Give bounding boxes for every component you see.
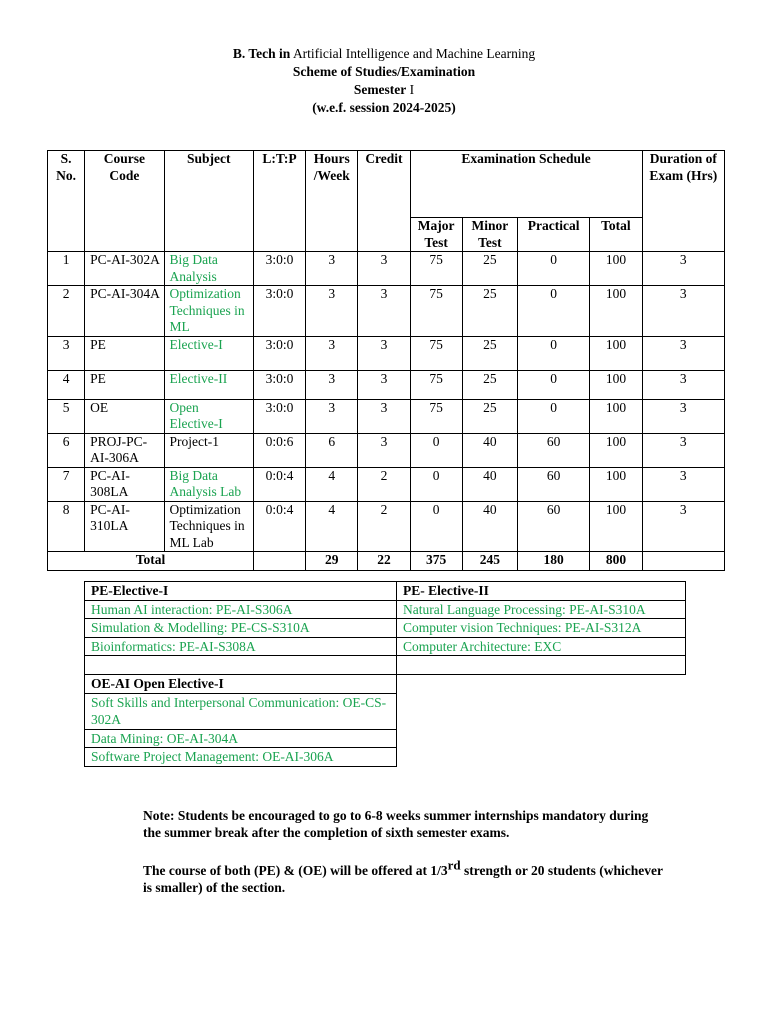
- row-major: 75: [410, 399, 462, 433]
- row-practical: 60: [518, 433, 590, 467]
- row-credit: 3: [358, 370, 410, 399]
- pe2-item: Natural Language Processing: PE-AI-S310A: [397, 600, 686, 619]
- row-ltp: 3:0:0: [253, 286, 305, 337]
- table-row: [48, 370, 725, 399]
- row-major: 0: [410, 433, 462, 467]
- row-minor: 25: [462, 336, 517, 370]
- row-course-code: PC-AI-302A: [85, 252, 164, 286]
- table-row: [48, 252, 725, 286]
- row-subject: Open Elective-I: [164, 399, 253, 433]
- row-minor: 25: [462, 252, 517, 286]
- header-practical: Practical: [518, 218, 590, 252]
- row-subject: Project-1: [164, 433, 253, 467]
- row-total: 100: [590, 286, 642, 337]
- row-practical: 0: [518, 370, 590, 399]
- oe-item: Data Mining: OE-AI-304A: [85, 729, 397, 748]
- offering-note: The course of both (PE) & (OE) will be offered at 1/3rd strength or 20 students (whichever is smaller) of the section.: [143, 857, 663, 895]
- row-course-code: PE: [85, 370, 164, 399]
- row-sno: 2: [48, 286, 85, 337]
- row-course-code: PROJ-PC-AI-306A: [85, 433, 164, 467]
- blank-area: [397, 675, 686, 767]
- row-hours: 3: [306, 336, 358, 370]
- total-major: 375: [410, 552, 462, 571]
- header-credit: Credit: [358, 151, 410, 252]
- row-duration: 3: [642, 336, 724, 370]
- row-total: 100: [590, 399, 642, 433]
- program-title: B. Tech in Artificial Intelligence and Machine Learning: [232, 46, 536, 61]
- row-credit: 3: [358, 433, 410, 467]
- document-header: [0, 45, 768, 117]
- row-major: 0: [410, 467, 462, 501]
- table-row: [48, 433, 725, 467]
- total-ltp: [253, 552, 305, 571]
- total-minor: 245: [462, 552, 517, 571]
- total-duration: [642, 552, 724, 571]
- total-label: Total: [48, 552, 254, 571]
- header-major: Major Test: [410, 218, 462, 252]
- empty-cell: [85, 656, 397, 675]
- pe2-item: Computer Architecture: EXC: [397, 637, 686, 656]
- row-major: 75: [410, 370, 462, 399]
- table-row: [48, 336, 725, 370]
- pe1-item: Bioinformatics: PE-AI-S308A: [85, 637, 397, 656]
- row-minor: 40: [462, 433, 517, 467]
- total-credit: 22: [358, 552, 410, 571]
- row-course-code: PC-AI-308LA: [85, 467, 164, 501]
- row-total: 100: [590, 252, 642, 286]
- row-major: 75: [410, 252, 462, 286]
- row-sno: 7: [48, 467, 85, 501]
- row-practical: 60: [518, 467, 590, 501]
- total-row: [48, 552, 725, 571]
- pe2-title: PE- Elective-II: [397, 582, 686, 601]
- row-minor: 40: [462, 467, 517, 501]
- header-duration: Duration of Exam (Hrs): [642, 151, 724, 252]
- oe-item: Soft Skills and Interpersonal Communication: OE-CS- 302A: [85, 693, 397, 729]
- row-subject: Optimization Techniques in ML Lab: [164, 501, 253, 552]
- header-minor: Minor Test: [462, 218, 517, 252]
- row-hours: 3: [306, 370, 358, 399]
- row-subject: Elective-II: [164, 370, 253, 399]
- row-hours: 6: [306, 433, 358, 467]
- row-sno: 3: [48, 336, 85, 370]
- row-duration: 3: [642, 370, 724, 399]
- row-sno: 5: [48, 399, 85, 433]
- row-minor: 25: [462, 286, 517, 337]
- row-sno: 1: [48, 252, 85, 286]
- table-row: [48, 501, 725, 552]
- row-minor: 25: [462, 399, 517, 433]
- semester-title: Semester I: [353, 82, 415, 97]
- header-sno: S. No.: [48, 151, 85, 252]
- session-title: (w.e.f. session 2024-2025): [312, 100, 456, 115]
- row-credit: 3: [358, 252, 410, 286]
- scheme-title: Scheme of Studies/Examination: [292, 64, 476, 79]
- row-credit: 3: [358, 336, 410, 370]
- row-total: 100: [590, 433, 642, 467]
- row-sno: 6: [48, 433, 85, 467]
- row-hours: 4: [306, 501, 358, 552]
- row-minor: 40: [462, 501, 517, 552]
- row-subject: Big Data Analysis Lab: [164, 467, 253, 501]
- row-duration: 3: [642, 501, 724, 552]
- row-credit: 3: [358, 399, 410, 433]
- row-major: 0: [410, 501, 462, 552]
- empty-cell: [397, 656, 686, 675]
- row-total: 100: [590, 370, 642, 399]
- row-practical: 0: [518, 286, 590, 337]
- pe1-item: Human AI interaction: PE-AI-S306A: [85, 600, 397, 619]
- row-credit: 3: [358, 286, 410, 337]
- oe-title: OE-AI Open Elective-I: [85, 675, 397, 694]
- total-practical: 180: [518, 552, 590, 571]
- row-total: 100: [590, 501, 642, 552]
- row-sno: 8: [48, 501, 85, 552]
- row-course-code: PE: [85, 336, 164, 370]
- row-duration: 3: [642, 433, 724, 467]
- pe1-item: Simulation & Modelling: PE-CS-S310A: [85, 619, 397, 638]
- row-hours: 3: [306, 399, 358, 433]
- row-duration: 3: [642, 252, 724, 286]
- row-course-code: PC-AI-310LA: [85, 501, 164, 552]
- row-ltp: 3:0:0: [253, 370, 305, 399]
- header-course-code: Course Code: [85, 151, 164, 252]
- row-subject: Optimization Techniques in ML: [164, 286, 253, 337]
- table-row: [48, 286, 725, 337]
- row-total: 100: [590, 467, 642, 501]
- row-course-code: OE: [85, 399, 164, 433]
- row-course-code: PC-AI-304A: [85, 286, 164, 337]
- row-hours: 3: [306, 286, 358, 337]
- total-marks: 800: [590, 552, 642, 571]
- row-ltp: 0:0:6: [253, 433, 305, 467]
- row-subject: Elective-I: [164, 336, 253, 370]
- row-ltp: 3:0:0: [253, 336, 305, 370]
- header-subject: Subject: [164, 151, 253, 252]
- internship-note: Note: Students be encouraged to go to 6-8 weeks summer internships mandatory during the summer break after the completion of sixth semester exams.: [143, 808, 649, 840]
- row-practical: 0: [518, 336, 590, 370]
- row-subject: Big Data Analysis: [164, 252, 253, 286]
- scheme-table: [47, 150, 725, 571]
- row-sno: 4: [48, 370, 85, 399]
- row-practical: 0: [518, 399, 590, 433]
- pe1-title: PE-Elective-I: [85, 582, 397, 601]
- row-ltp: 0:0:4: [253, 467, 305, 501]
- row-duration: 3: [642, 286, 724, 337]
- row-ltp: 3:0:0: [253, 399, 305, 433]
- pe2-item: Computer vision Techniques: PE-AI-S312A: [397, 619, 686, 638]
- row-credit: 2: [358, 467, 410, 501]
- table-row: [48, 399, 725, 433]
- row-hours: 4: [306, 467, 358, 501]
- row-total: 100: [590, 336, 642, 370]
- row-minor: 25: [462, 370, 517, 399]
- row-major: 75: [410, 336, 462, 370]
- row-practical: 0: [518, 252, 590, 286]
- header-exam-schedule: Examination Schedule: [410, 151, 642, 218]
- total-hours: 29: [306, 552, 358, 571]
- row-ltp: 0:0:4: [253, 501, 305, 552]
- row-major: 75: [410, 286, 462, 337]
- row-duration: 3: [642, 399, 724, 433]
- row-ltp: 3:0:0: [253, 252, 305, 286]
- row-duration: 3: [642, 467, 724, 501]
- row-practical: 60: [518, 501, 590, 552]
- oe-item: Software Project Management: OE-AI-306A: [85, 748, 397, 767]
- row-credit: 2: [358, 501, 410, 552]
- elective-table: [84, 581, 686, 767]
- table-row: [48, 467, 725, 501]
- header-ltp: L:T:P: [253, 151, 305, 252]
- row-hours: 3: [306, 252, 358, 286]
- header-hours: Hours /Week: [306, 151, 358, 252]
- header-total: Total: [590, 218, 642, 252]
